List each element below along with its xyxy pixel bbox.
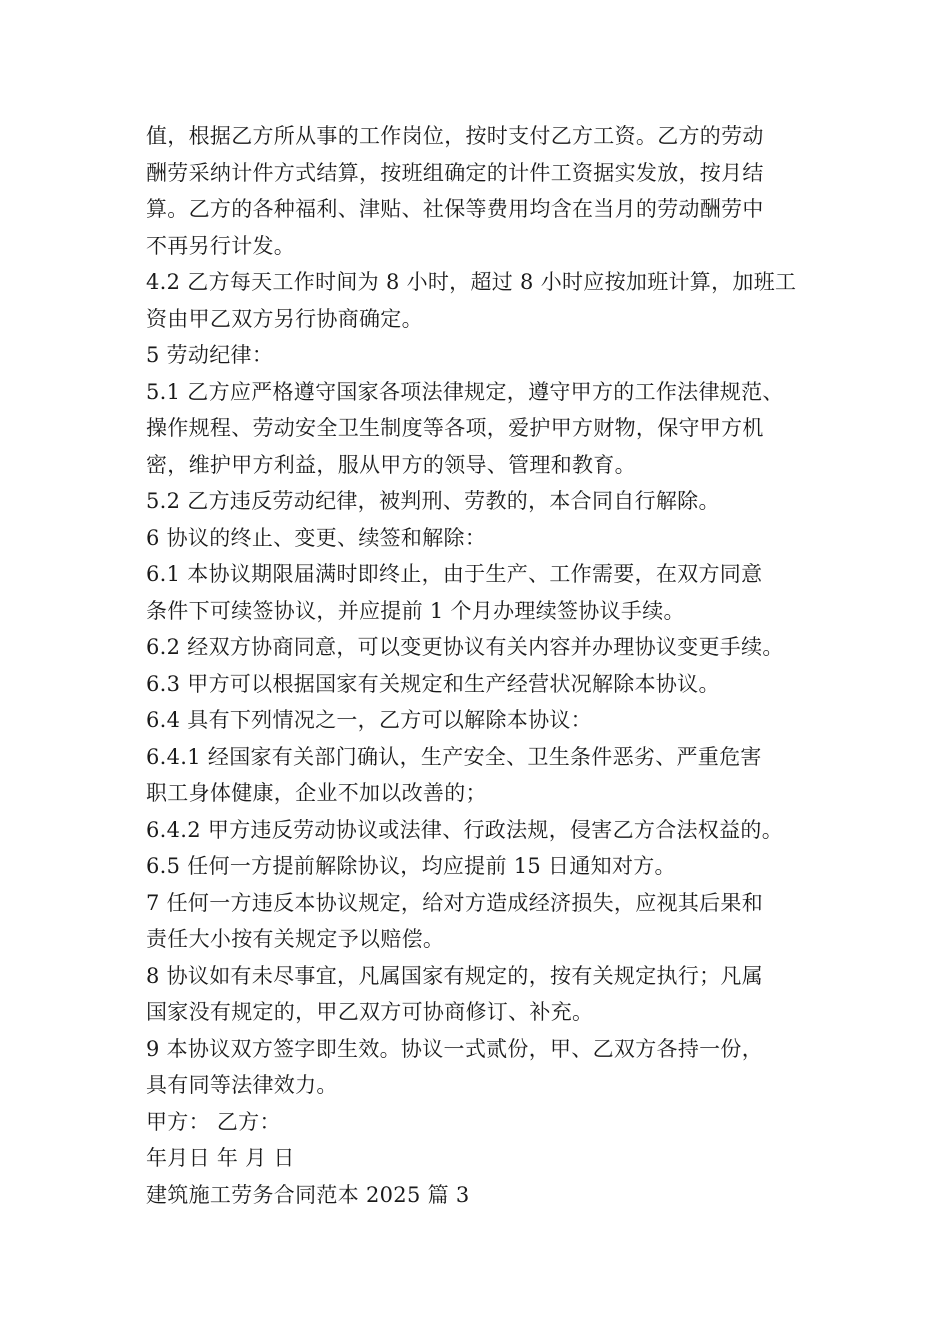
text-line: 6.4 具有下列情况之一，乙方可以解除本协议： — [146, 708, 592, 732]
text-line: 6.4.1 经国家有关部门确认，生产安全、卫生条件恶劣、严重危害 — [146, 744, 762, 769]
text-line: 酬劳采纳计件方式结算，按班组确定的计件工资据实发放，按月结 — [146, 160, 764, 185]
text-line: 职工身体健康，企业不加以改善的； — [146, 781, 487, 805]
next-section-title: 建筑施工劳务合同范本 2025 篇 3 — [146, 1182, 470, 1207]
text-line: 6.4.2 甲方违反劳动协议或法律、行政法规，侵害乙方合法权益的。 — [146, 817, 784, 842]
text-line: 操作规程、劳动安全卫生制度等各项，爱护甲方财物，保守甲方机 — [146, 416, 764, 440]
text-line: 5.2 乙方违反劳动纪律，被判刑、劳教的，本合同自行解除。 — [146, 489, 720, 513]
text-line: 7 任何一方违反本协议规定，给对方造成经济损失，应视其后果和 — [146, 890, 764, 915]
text-line: 值，根据乙方所从事的工作岗位，按时支付乙方工资。乙方的劳动 — [146, 124, 764, 148]
text-line: 9 本协议双方签字即生效。协议一式贰份，甲、乙双方各持一份， — [146, 1036, 764, 1061]
text-line: 6.5 任何一方提前解除协议，均应提前 15 日通知对方。 — [146, 854, 676, 878]
signature-dates: 年月日 年 月 日 — [146, 1146, 295, 1170]
text-line: 6.1 本协议期限届满时即终止，由于生产、工作需要，在双方同意 — [146, 562, 763, 586]
text-line: 密，维护甲方利益，服从甲方的领导、管理和教育。 — [146, 452, 636, 477]
text-line: 6.2 经双方协商同意，可以变更协议有关内容并办理协议变更手续。 — [146, 635, 784, 659]
text-line: 不再另行计发。 — [146, 233, 296, 258]
text-line: 6.3 甲方可以根据国家有关规定和生产经营状况解除本协议。 — [146, 671, 720, 696]
text-line: 资由甲乙双方另行协商确定。 — [146, 306, 423, 331]
text-line: 国家没有规定的，甲乙双方可协商修订、补充。 — [146, 1000, 594, 1024]
document-body — [146, 118, 836, 1213]
text-line: 责任大小按有关规定予以赔偿。 — [146, 927, 445, 951]
text-line: 算。乙方的各种福利、津贴、社保等费用均含在当月的劳动酬劳中 — [146, 197, 764, 221]
text-line: 4.2 乙方每天工作时间为 8 小时，超过 8 小时应按加班计算，加班工 — [146, 270, 797, 294]
section-heading: 5 劳动纪律： — [146, 343, 274, 367]
text-line: 8 协议如有未尽事宜，凡属国家有规定的，按有关规定执行；凡属 — [146, 963, 764, 988]
section-heading: 6 协议的终止、变更、续签和解除： — [146, 525, 487, 550]
text-line: 具有同等法律效力。 — [146, 1073, 338, 1097]
text-line: 条件下可续签协议，并应提前 1 个月办理续签协议手续。 — [146, 598, 685, 623]
text-line: 5.1 乙方应严格遵守国家各项法律规定，遵守甲方的工作法律规范、 — [146, 379, 784, 404]
signature-parties: 甲方： 乙方： — [146, 1109, 281, 1134]
